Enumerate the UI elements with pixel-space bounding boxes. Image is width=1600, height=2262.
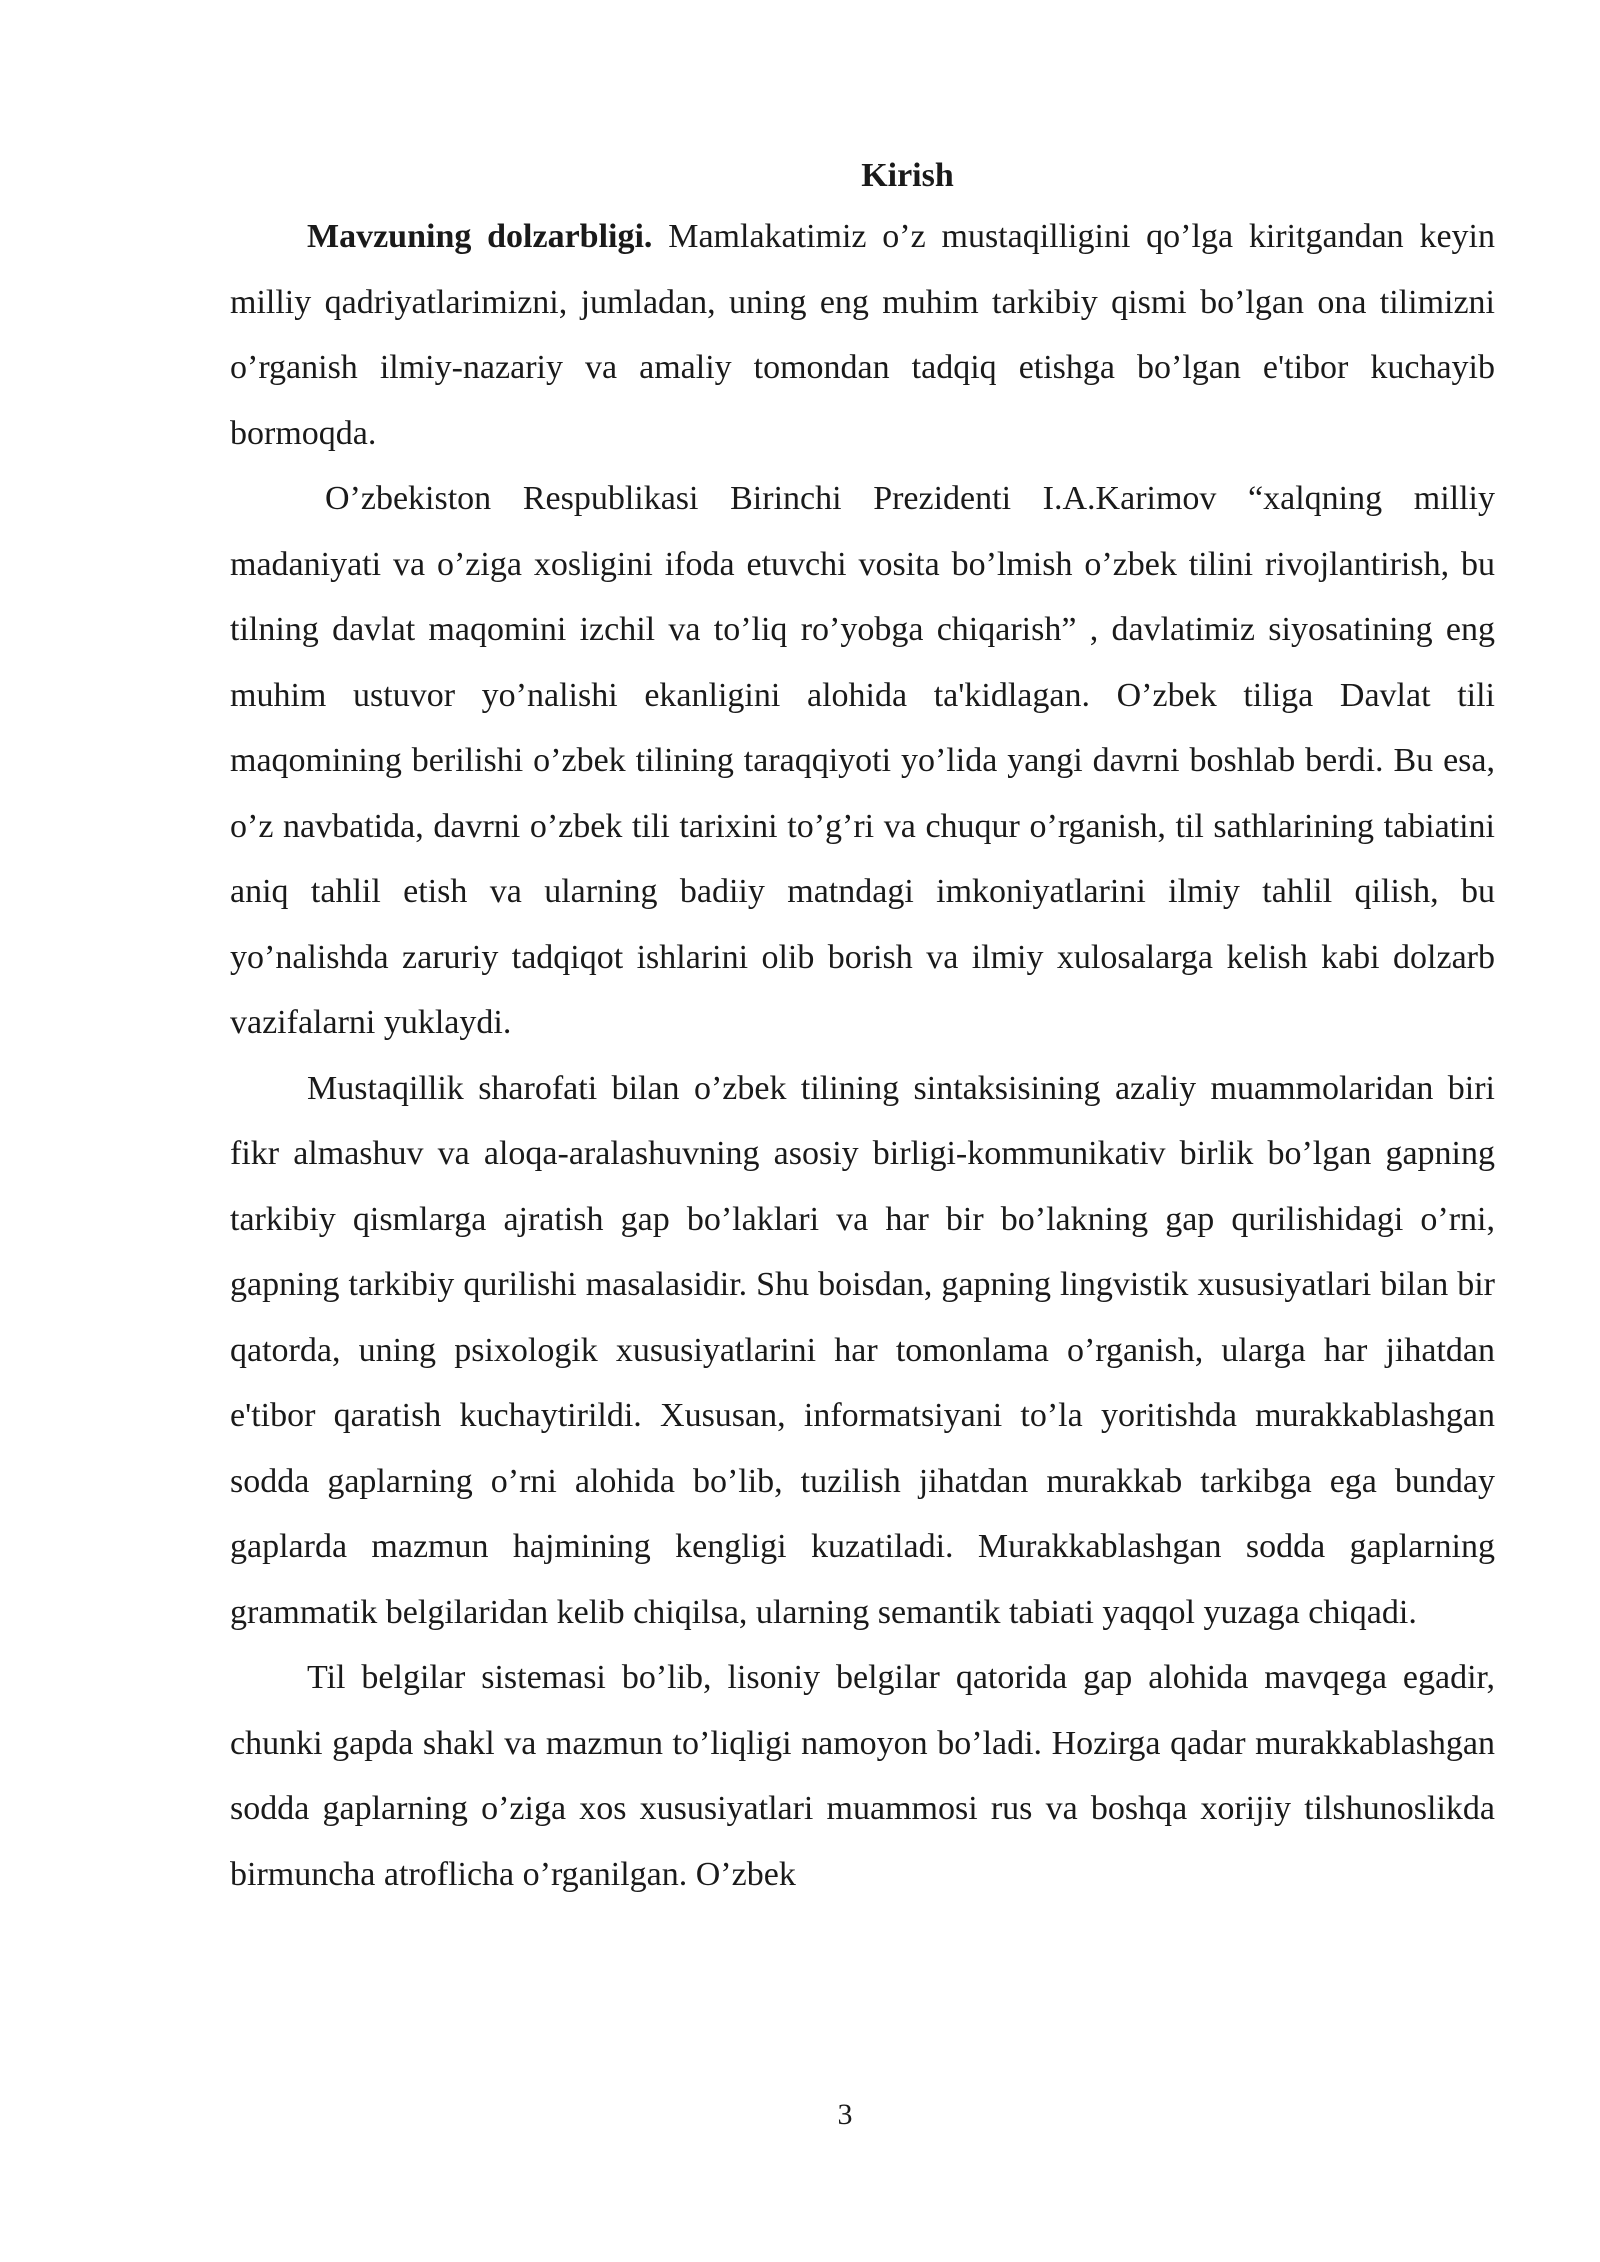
paragraph-lead: Mavzuning dolzarbligi. [307,218,653,255]
paragraph-text: Mustaqillik sharofati bilan o’zbek tilining sintaksisining azaliy muammolaridan biri fikr almashuv va aloqa-aralashuvning asosiy birligi-kommunikativ birlik bo’lgan gapning tarkibiy qismlarga ajratish gap bo’laklari va har bir bo’lakning gap qurilishidagi o’rni, gapning tarkibiy qurilishi masalasidir. Shu boisdan, gapning lingvistik xususiyatlari bilan bir qatorda, uning psixologik xususiyatlarini har tomonlama o’rganish, ularga har jihatdan e'tibor qaratish kuchaytirildi. Xususan, informatsiyani to’la yoritishda murakkablashgan sodda gaplarning o’rni alohida bo’lib, tuzilish jihatdan murakkab tarkibga ega bunday gaplarda mazmun hajmining kengligi kuzatiladi. Murakkablashgan sodda gaplarning grammatik belgilaridan kelib chiqilsa, ularning semantik tabiati yaqqol yuzaga chiqadi. [230,1069,1495,1631]
paragraph-sign-system [230,1645,1495,1907]
paragraph-text: O’zbekiston Respublikasi Birinchi Prezidenti I.A.Karimov “xalqning milliy madaniyati va o’ziga xosligini ifoda etuvchi vosita bo’lmish o’zbek tilini rivojlantirish, bu tilning davlat maqomini izchil va to’liq ro’yobga chiqarish” , davlatimiz siyosatining eng muhim ustuvor yo’nalishi ekanligini alohida ta'kidlagan. O’zbek tiliga Davlat tili maqomining berilishi o’zbek tilining taraqqiyoti yo’lida yangi davrni boshlab berdi. Bu esa, o’z navbatida, davrni o’zbek tili tarixini to’g’ri va chuqur o’rganish, til sathlarining tabiatini aniq tahlil etish va ularning badiiy matndagi imkoniyatlarini ilmiy tahlil qilish, bu yo’nalishda zaruriy tadqiqot ishlarini olib borish va ilmiy xulosalarga kelish kabi dolzarb vazifalarni yuklaydi. [230,480,1495,1041]
paragraph-president-quote [230,466,1495,1056]
page-title: Kirish [861,157,954,194]
paragraph-syntax [230,1056,1495,1646]
paragraph-text: Til belgilar sistemasi bo’lib, lisoniy belgilar qatorida gap alohida mavqega egadir, chunki gapda shakl va mazmun to’liqligi namoyon bo’ladi. Hozirga qadar murakkablashgan sodda gaplarning o’ziga xos xususiyatlari muammosi rus va boshqa xorijiy tilshunoslikda birmuncha atroflicha o’rganilgan. O’zbek [230,1659,1495,1893]
document-body [230,148,1495,1907]
paragraph-text: Mamlakatimiz o’z mustaqilligini qo’lga kiritgandan keyin milliy qadriyatlarimizni, jumladan, uning eng muhim tarkibiy qismi bo’lgan ona tilimizni o’rganish ilmiy-nazariy va amaliy tomondan tadqiq etishga bo’lgan e'tibor kuchayib bormoqda. [230,218,1495,452]
paragraph-relevance [230,204,1495,466]
page-number: 3 [837,2098,853,2131]
